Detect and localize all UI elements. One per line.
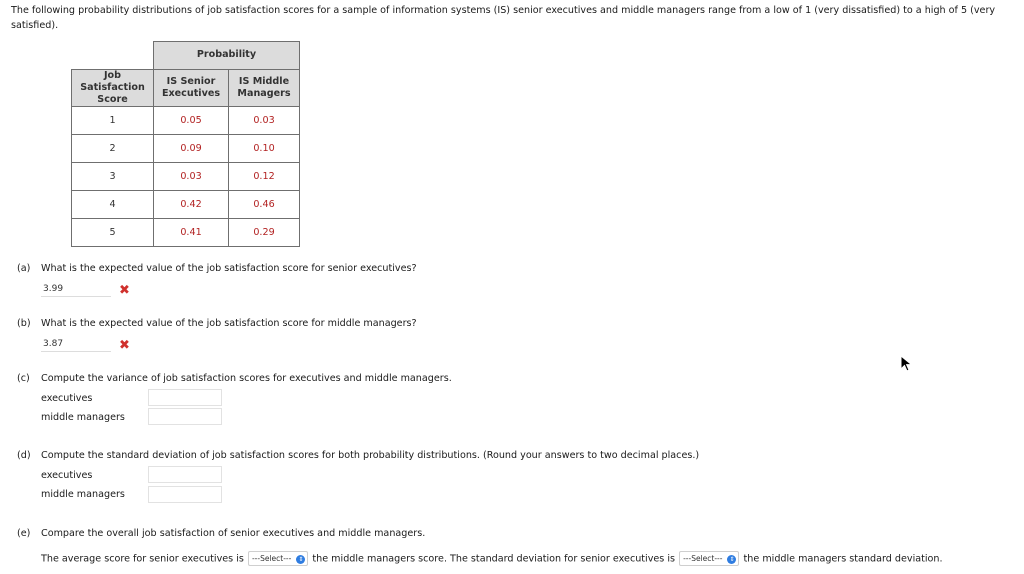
variance-mgr-label: middle managers	[41, 412, 125, 423]
table-row	[72, 218, 300, 246]
sentence-part-1: The average score for senior executives is	[41, 553, 244, 565]
question-c-text: Compute the variance of job satisfaction scores for executives and middle managers.	[41, 373, 452, 384]
intro-text: The following probability distributions of job satisfaction scores for a sample of information systems (IS) senior executives and middle managers range from a low of 1 (very dissatisfied) to a high of 5 (very satisfied).	[11, 5, 996, 31]
stdev-compare-select[interactable]	[679, 551, 739, 566]
question-b-text: What is the expected value of the job satisfaction score for middle managers?	[41, 318, 417, 329]
average-compare-select[interactable]	[248, 551, 308, 566]
question-c-tag: (c)	[17, 373, 30, 384]
score-cell: 2	[72, 134, 154, 162]
table-row	[72, 134, 300, 162]
sentence-part-3: the middle managers standard deviation.	[743, 553, 943, 565]
middle-mgr-header: IS Middle Managers	[229, 69, 300, 106]
stdev-exec-input[interactable]	[148, 466, 222, 483]
mouse-cursor-icon	[900, 355, 914, 373]
sentence-part-2: the middle managers score. The standard deviation for senior executives is	[312, 553, 676, 565]
question-d-text: Compute the standard deviation of job satisfaction scores for both probability distributions. (Round your answers to two decimal places.)	[41, 450, 700, 461]
table-row	[72, 162, 300, 190]
question-e-text: Compare the overall job satisfaction of senior executives and middle managers.	[41, 528, 426, 539]
exec-prob-cell: 0.42	[154, 190, 229, 218]
variance-mgr-input[interactable]	[148, 408, 222, 425]
mgr-prob-cell: 0.29	[229, 218, 300, 246]
incorrect-x-icon: ✖	[119, 338, 130, 353]
probability-table	[71, 41, 300, 247]
answer-b-input[interactable]: 3.87	[41, 337, 111, 352]
table-row	[72, 190, 300, 218]
question-e-tag: (e)	[17, 528, 31, 539]
question-a-text: What is the expected value of the job satisfaction score for senior executives?	[41, 263, 417, 274]
exec-prob-cell: 0.03	[154, 162, 229, 190]
question-a	[17, 263, 417, 274]
comparison-sentence	[41, 551, 943, 566]
question-d	[17, 450, 699, 461]
incorrect-x-icon: ✖	[119, 283, 130, 298]
mgr-prob-cell: 0.46	[229, 190, 300, 218]
question-b-tag: (b)	[17, 318, 31, 329]
probability-header: Probability	[154, 42, 300, 70]
mgr-prob-cell: 0.10	[229, 134, 300, 162]
exec-prob-cell: 0.05	[154, 106, 229, 134]
score-cell: 3	[72, 162, 154, 190]
exec-prob-cell: 0.09	[154, 134, 229, 162]
stdev-select-value: ---Select---	[683, 554, 723, 563]
score-cell: 1	[72, 106, 154, 134]
select-chevron-icon: ⇕	[298, 555, 304, 563]
score-cell: 5	[72, 218, 154, 246]
table-row	[72, 106, 300, 134]
average-select-value: ---Select---	[251, 554, 292, 563]
variance-exec-label: executives	[41, 393, 93, 404]
exec-prob-cell: 0.41	[154, 218, 229, 246]
question-b	[17, 318, 417, 329]
question-d-tag: (d)	[17, 450, 31, 461]
mgr-prob-cell: 0.03	[229, 106, 300, 134]
question-a-tag: (a)	[17, 263, 31, 274]
stdev-mgr-label: middle managers	[41, 489, 125, 500]
stdev-exec-label: executives	[41, 470, 93, 481]
job-score-header: Job Satisfaction Score	[72, 69, 154, 106]
score-cell: 4	[72, 190, 154, 218]
select-chevron-icon: ⇕	[729, 555, 735, 563]
senior-exec-header: IS Senior Executives	[154, 69, 229, 106]
question-e	[17, 528, 425, 539]
question-c	[17, 373, 452, 384]
variance-exec-input[interactable]	[148, 389, 222, 406]
stdev-mgr-input[interactable]	[148, 486, 222, 503]
table-empty-corner	[72, 42, 154, 70]
answer-a-input[interactable]: 3.99	[41, 282, 111, 297]
mgr-prob-cell: 0.12	[229, 162, 300, 190]
